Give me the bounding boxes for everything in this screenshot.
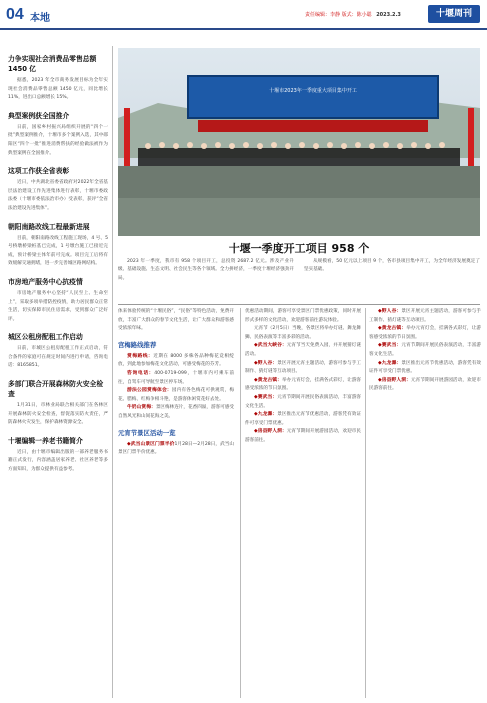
column-divider — [112, 46, 113, 698]
item-label: ◆房县野人洞： — [254, 429, 287, 435]
column-divider — [240, 308, 241, 698]
item-label: ◆赛武当： — [378, 343, 402, 349]
editors: 责任编辑：李静 版式：陈小聪 — [305, 12, 372, 18]
item-text: 景区开展元宵主题活动，游客可参与手工制作、猜灯谜等互动项目。 — [369, 309, 481, 323]
feature-paragraph: 从规模看，50 亿元以上项目 9 个，各市县项目集中开工，为全年经济发展奠定了坚实基础。 — [304, 259, 480, 273]
item-label: 游法公园赏梅体会： — [127, 388, 172, 394]
header-meta — [305, 11, 401, 18]
item-text: 景区梅林连片，花香四溢，游客可感受自然风光和山间花海之美。 — [118, 405, 234, 419]
tourism-column-2 — [245, 308, 361, 698]
section-subheading: 元宵节景区活动一览 — [118, 428, 176, 437]
item-text: 景区推出元宵节优惠活动，游客凭有效证件可享受门票优惠。 — [369, 360, 481, 375]
article-paragraph: 近日，由十堰市编辑出版的一部养老服务书籍正式发行，内容涵盖居家养老、社区养老等多方面知识，为群众提供有益参考。 — [8, 449, 108, 473]
item-label: ◆房县野人洞： — [378, 377, 412, 383]
masthead: 十堰周刊 — [428, 5, 480, 23]
screen-banner: 十堰市2023年一季度重大项目集中开工 — [269, 88, 357, 94]
body-paragraph — [369, 360, 481, 377]
item-label: ◆黄龙古镇： — [254, 377, 283, 383]
item-text: 元宵节期间开展民俗表演活动，丰富游客文化生活。 — [245, 394, 361, 409]
body-paragraph — [118, 370, 234, 387]
feature-body — [118, 258, 480, 300]
item-label: ◆黄龙古镇： — [378, 326, 407, 332]
item-text: 近期在 8000 多株各品种梅花竞相绽放，到此地参加梅花文化活动，可感受梅花的芬芳。 — [118, 353, 234, 368]
item-label: ◆野人谷： — [378, 309, 402, 314]
article-paragraph: 市房地产服务中心坚持“人民至上、生命至上”，采取多项举措防控疫情，助力居民群众正常生活，切实保障市民住房需求，受到群众广泛好评。 — [8, 290, 108, 322]
item-label: ◆武当大峡谷： — [254, 343, 287, 349]
body-paragraph — [118, 353, 234, 370]
article-headline: 力争实现社会消费品零售总额 1450 亿 — [8, 55, 97, 73]
body-paragraph — [118, 308, 234, 334]
item-text: 举办元宵灯会，挂满各式彩灯，让游客感受浓浓的节日氛围。 — [245, 377, 361, 392]
section-name: 本地 — [30, 13, 50, 24]
item-label: 牛奶山赏梅： — [127, 405, 156, 411]
left-news-column — [8, 46, 108, 698]
article-headline: 这项工作获全省表彰 — [8, 167, 70, 176]
item-text: 优惠活动期间，游客可享受景区门票优惠政策，同时开展形式多样的文化活动，欢迎游客前往游玩体验。 — [245, 309, 361, 323]
item-text: 景区开展元宵主题活动，游客可参与手工制作、猜灯谜等互动项目。 — [245, 360, 361, 375]
body-paragraph — [369, 325, 481, 342]
body-paragraph — [245, 377, 361, 394]
article-paragraph: 近日，中共湖北省委省政府对2022年全省基层法治建设工作先进集体进行表彰，十堰市委政法委（十堰市委依法治市办）受表彰，获评“全省法治建设先进集体”。 — [8, 180, 108, 211]
item-text: 1月28日—2月28日，武当山景区门票半价优惠。 — [118, 441, 234, 456]
item-label: ◆九龙瀑： — [254, 412, 278, 418]
feature-title: 十堰一季度开工项目 958 个 — [228, 242, 370, 255]
body-paragraph — [369, 377, 481, 394]
article-paragraph: 日前，市城区公租房配租工作正式启动，符合条件的家庭可在规定时间内进行申请，咨询电话：8165851。 — [8, 346, 108, 369]
article-headline: 城区公租房配租工作启动 — [8, 333, 83, 342]
body-paragraph — [245, 308, 361, 325]
column-divider — [365, 308, 366, 698]
body-paragraph — [245, 428, 361, 445]
article-paragraph: 日前，国家乡村振兴局组织开展的“四个一批”典型案例推介，十堰市多个案例入选，其中郧阳区“四个一批”推进消费帮扶的经验做法被作为典型案例在全国推介。 — [8, 124, 108, 156]
article-paragraph: 据悉，2023 年全市商务发展目标为全年实现社会消费品零售总额 1450 亿元，同比增长 11%，进出口总额增长 15%。 — [8, 78, 108, 101]
item-text: 元宵节期间开展游园活动，欢迎市民游客前往。 — [369, 377, 481, 392]
body-paragraph — [245, 411, 361, 428]
item-label: 赏梅路线： — [127, 353, 154, 359]
body-paragraph — [245, 394, 361, 411]
item-text: 体来体验传统的“十堰民俗”，“民俗”等特色活动，免费开放，丰富广大群众的春节文化生活，让广大群众和游客感受浓浓年味。 — [118, 309, 234, 332]
body-paragraph — [118, 404, 234, 421]
item-text: 元宵节期间开展民俗表演活动，丰富游客文化生活。 — [369, 343, 481, 357]
article-headline: 市房地产服务中心抗疫情 — [8, 277, 83, 286]
item-text: 元宵节（2月5日）当晚，各景区将举办灯谜、舞龙舞狮、民俗表演等丰富多彩的活动。 — [245, 326, 361, 340]
body-paragraph — [369, 308, 481, 325]
article-headline: 多部门联合开展森林防火安全检查 — [8, 380, 104, 399]
item-label: 咨询电话： — [127, 370, 155, 376]
article-paragraph: 目前，朝阳南路改线工程施工现场，4 号、5 号桥墩桥梁桩基已完成，1 号墩台施工已接近完成，预计桥梁主体年前可完成。项目完工后将有效缓解交通拥堵，进一步完善城区路网结构。 — [8, 235, 108, 267]
tourism-column-3 — [369, 308, 481, 698]
item-text: 400-0719-099，十堰市内可乘车前往，自驾车可导航至景区停车场。 — [118, 370, 234, 385]
article-headline: 朝阳南路改线工程最新进展 — [8, 222, 90, 231]
section-subheading: 宫梅路线推荐 — [118, 340, 157, 349]
item-text: 园内有各色梅花可供观赏，梅花、腊梅、红梅争相斗艳，是游客休闲赏花好去处。 — [118, 388, 234, 402]
body-paragraph — [245, 325, 361, 342]
item-label: ◆野人谷： — [254, 360, 278, 366]
body-paragraph — [369, 342, 481, 359]
item-text: 举办元宵灯会，挂满各式彩灯，让游客感受浓浓的节日氛围。 — [369, 326, 481, 340]
item-text: 元宵节当天免费入园，并开展猜灯谜活动。 — [245, 343, 361, 357]
item-label: ◆赛武当： — [254, 394, 278, 400]
body-paragraph — [118, 441, 234, 458]
item-text: 元宵节期间开展游园活动，欢迎市民游客前往。 — [245, 429, 361, 443]
item-text: 景区推出元宵节优惠活动，游客凭有效证件可享受门票优惠。 — [245, 412, 361, 426]
body-paragraph — [245, 342, 361, 359]
body-paragraph — [118, 387, 234, 404]
item-label: ◆武当山景区门票半价 — [127, 441, 175, 447]
article-headline: 典型案例获全国推介 — [8, 111, 70, 120]
page-number: 04 — [6, 6, 24, 23]
section-divider — [118, 304, 480, 305]
feature-paragraph: 2023 年一季度，我市有 958 个项目开工，总投资 2687.2 亿元。涉及产业升级、基础设施、生态文明、社会民生等各个领域。全力拼经济，一季度十堰经济强劲开局。 — [118, 259, 294, 281]
body-paragraph — [245, 360, 361, 377]
page-header — [0, 0, 487, 30]
article-headline: 十堰编辑一养老书籍简介 — [8, 436, 83, 445]
article-paragraph: 1月31日，市林业局联合相关部门在各林区开展森林防火安全检查，督促落实防火责任，严防森林火灾发生，保护森林资源安全。 — [8, 403, 108, 426]
item-label: ◆九龙瀑： — [378, 360, 402, 366]
tourism-column-1 — [118, 308, 234, 698]
issue-date: 2023.2.3 — [376, 12, 401, 18]
feature-photo — [118, 48, 480, 236]
